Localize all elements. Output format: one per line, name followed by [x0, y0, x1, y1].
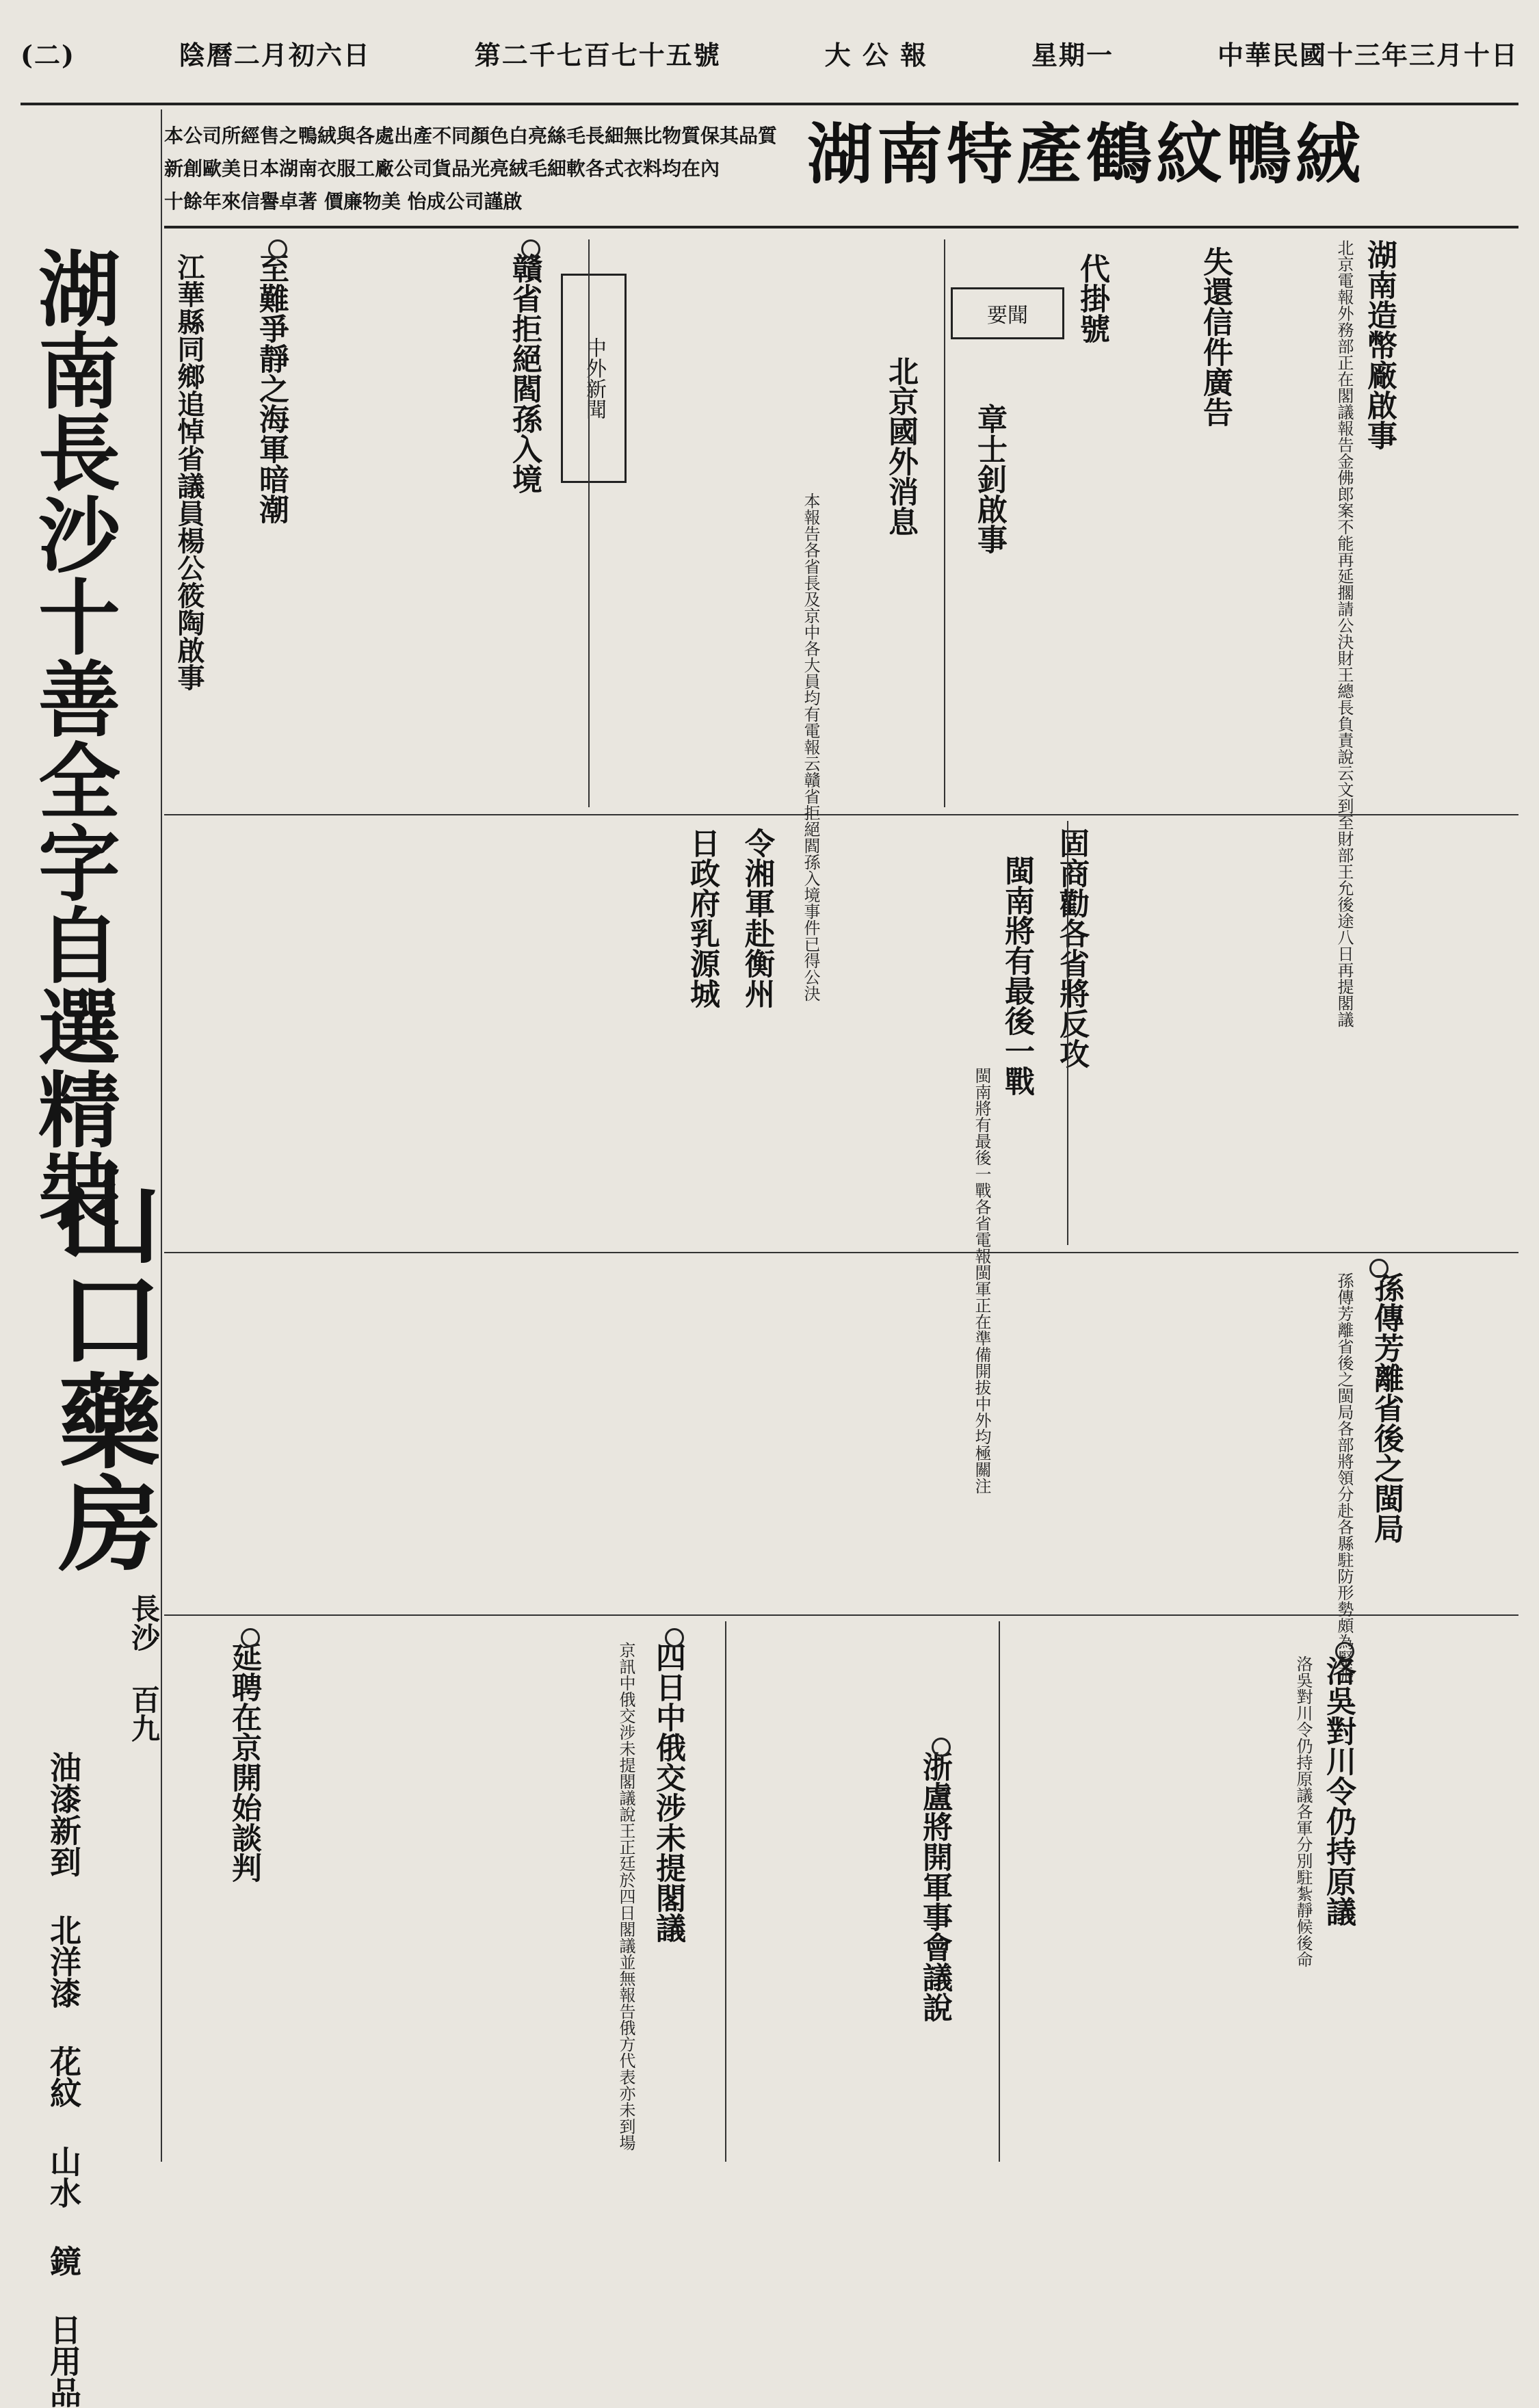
section-marker	[665, 1628, 684, 1647]
section-marker	[268, 239, 287, 259]
headline-zhang: 章士釗啟事	[972, 404, 1007, 554]
republic-date: 中華民國十三年三月十日	[1217, 39, 1518, 70]
headline-sun: 孫傳芳離省後之閩局	[1369, 1272, 1404, 1543]
headline-jiangxi: 贛省拒絕閻孫入境	[507, 253, 542, 494]
section-rule-2	[164, 1252, 1518, 1253]
ad-strip	[164, 120, 780, 218]
headline-lost-letters: 失還信件廣告	[1198, 246, 1233, 427]
headline-minnan: 閩南將有最後一戰	[999, 855, 1034, 1096]
section-domestic: 中外新聞	[561, 274, 627, 483]
masthead-ad: 湖南特產鶴紋鴨絨	[807, 116, 1365, 193]
section-marker	[241, 1628, 260, 1647]
headline-japan: 日政府乳源城	[685, 828, 720, 1008]
col-divider	[588, 239, 590, 807]
section-marker	[932, 1738, 951, 1757]
paper-name: 大 公 報	[824, 39, 928, 70]
body-minnan: 閩南將有最後一戰各省電報閩軍正在準備開拔中外均極關注	[972, 1067, 991, 1494]
headline-talks: 延聘在京開始談判	[226, 1642, 261, 1883]
side-ad-bottom: 油漆新到 北洋漆 花紋 山水 鏡 日用品	[45, 1751, 82, 2408]
body-luoyang: 洛吳對川令仍持原議各軍分別駐紮靜候後命	[1293, 1656, 1313, 1967]
headline-registered: 代掛號	[1075, 253, 1109, 343]
col-divider	[725, 1621, 726, 2162]
body-sun: 孫傳芳離省後之閩局各部將領分赴各縣駐防形勢頗為緊張	[1334, 1272, 1354, 1683]
headline-luoyang: 洛吳對川令仍持原議	[1321, 1656, 1356, 1926]
headline-counter: 固商勸各省將反攻	[1054, 828, 1089, 1069]
page-number: (二)	[21, 39, 75, 70]
headline-zhejiang: 浙盧將開軍事會議說	[917, 1751, 952, 2022]
issue-number: 第二千七百七十五號	[474, 39, 721, 70]
side-ad-top: 湖南長沙十善全字自選精裝	[25, 246, 121, 1231]
body-mint: 北京電報外務部正在閣議報告金佛郎案不能再延擱請公決財王總長負責說云文到至財部王允後途八日再提閣議	[1334, 239, 1354, 1028]
side-ad-sub: 長沙 百九	[127, 1594, 161, 1742]
ad-line-3: 十餘年來信譽卓著 價廉物美 怡成公司謹啟	[164, 190, 523, 213]
weekday: 星期一	[1031, 39, 1114, 70]
section-marker	[521, 239, 540, 259]
ad-line-1: 本公司所經售之鴨絨與各處出產不同顏色白亮絲毛長細無比物質保其品質	[164, 125, 778, 147]
section-marker	[1369, 1259, 1389, 1278]
headline-jianghua: 江華縣同鄉追悼省議員楊公筱陶啟事	[173, 253, 205, 691]
body-jiangxi: 本報告各省長及京中各大員均有電報云贛省拒絕閻孫入境事件已得公決	[801, 493, 820, 1002]
headline-navy: 至難爭靜之海軍暗潮	[254, 253, 289, 524]
left-ad-divider	[161, 109, 162, 2162]
col-divider	[944, 239, 945, 807]
headline-xiang: 令湘軍赴衡州	[739, 828, 774, 1008]
ad-line-2: 新創歐美日本湖南衣服工廠公司貨品光亮絨毛細軟各式衣料均在內	[164, 157, 720, 180]
headline-beijing: 北京國外消息	[883, 356, 918, 536]
headline-mint: 湖南造幣廠啟事	[1362, 239, 1397, 450]
body-sino-russian: 京訊中俄交涉未提閣議說王正廷於四日閣議並無報告俄方代表亦未到場	[616, 1642, 635, 2151]
col-divider	[1067, 821, 1068, 1245]
section-rule-3	[164, 1614, 1518, 1616]
section-brief: 要聞	[951, 287, 1064, 339]
dateline	[21, 8, 1518, 97]
section-rule-1	[164, 814, 1518, 815]
lunar-date: 陰曆二月初六日	[179, 39, 371, 70]
col-divider	[999, 1621, 1000, 2162]
headline-sino-russian: 四日中俄交涉未提閣議	[650, 1642, 685, 1943]
side-ad-mid: 山口藥房	[41, 1163, 161, 1573]
masthead-rule	[164, 226, 1518, 228]
